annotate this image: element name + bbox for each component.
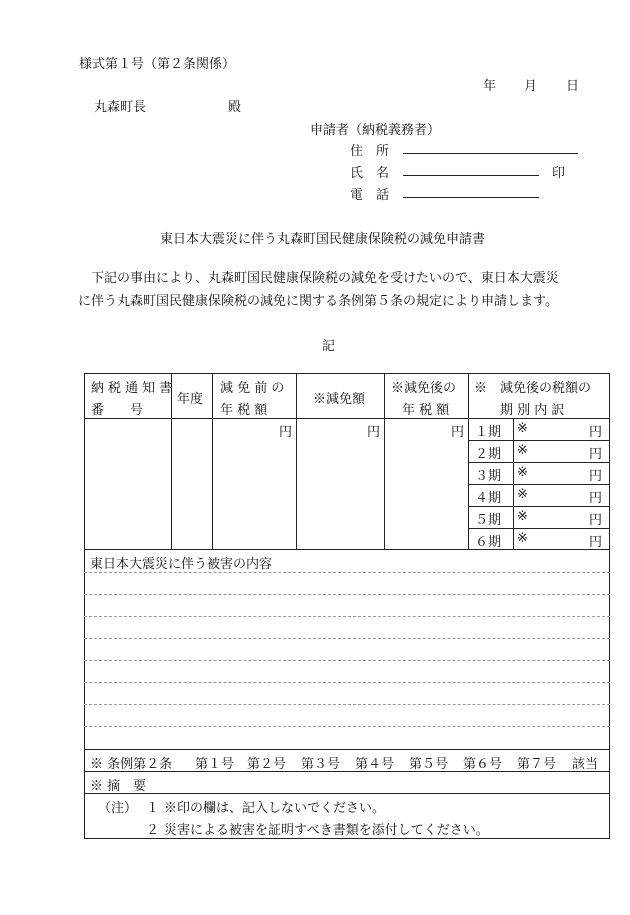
honorific: 殿 [228,100,242,115]
period-yen-1: 円 [589,425,603,440]
notes-label: （注） [98,801,138,816]
form-number: 様式第１号（第２条関係） [79,57,236,72]
summary-label: ※ 摘 要 [90,779,147,794]
header-after-line1: ※減免後の [391,381,457,396]
period-yen-5: 円 [589,513,603,528]
yen-reduction: 円 [367,425,381,440]
period-label-4: ４期 [475,491,502,506]
header-notice-no-line1: 納税通知書 [91,381,177,396]
header-after-line2: 年 税 額 [402,403,450,418]
header-periods-line2: 期 別 内 訳 [500,403,565,418]
ki-heading: 記 [322,339,336,354]
period-yen-4: 円 [589,491,603,506]
date-month-label: 月 [524,79,538,94]
ordinance-item-2[interactable]: 第２号 [247,757,287,772]
ordinance-item-1[interactable]: 第１号 [195,757,235,772]
header-notice-no-line2: 番 号 [91,403,144,418]
date-day-label: 日 [566,79,580,94]
period-mark-1: ※ [517,421,528,436]
period-label-5: ５期 [475,513,502,528]
period-mark-4: ※ [517,487,528,502]
body-line-1: 下記の事由により、丸森町国民健康保険税の減免を受けたいので、東日本大震災 [91,271,559,286]
body-line-2: に伴う丸森町国民健康保険税の減免に関する条例第５条の規定により申請します。 [78,294,558,309]
header-year: 年度 [177,392,204,407]
header-before-line1: 減 免 前 の [220,381,285,396]
yen-before: 円 [279,425,293,440]
period-mark-2: ※ [517,443,528,458]
period-mark-6: ※ [517,531,528,546]
date-year-label: 年 [483,79,497,94]
note-2-text: 災害による被害を証明すべき書類を添付してください。 [164,823,489,838]
phone-label: 電 話 [350,188,390,203]
document-title: 東日本大震災に伴う丸森町国民健康保険税の減免申請書 [160,232,486,247]
ordinance-item-5[interactable]: 第５号 [409,757,449,772]
seal-label: 印 [552,166,566,181]
addressee: 丸森町長 [94,100,147,115]
header-before-line2: 年 税 額 [220,403,268,418]
period-label-6: ６期 [475,535,502,550]
period-label-2: ２期 [475,447,502,462]
header-reduction: ※減免額 [313,392,366,407]
ordinance-item-7[interactable]: 第７号 [517,757,557,772]
application-table [84,373,610,839]
note-1-number: １ [146,801,160,816]
ordinance-label: ※ 条例第２条 [90,757,173,772]
ordinance-item-3[interactable]: 第３号 [301,757,341,772]
name-field[interactable] [403,175,539,176]
phone-field[interactable] [403,197,539,198]
ordinance-item-6[interactable]: 第６号 [463,757,503,772]
name-label: 氏 名 [350,166,390,181]
address-label: 住 所 [350,144,390,159]
header-periods-line1: ※ 減免後の税額の [474,381,592,396]
period-yen-2: 円 [589,447,603,462]
ordinance-item-4[interactable]: 第４号 [355,757,395,772]
address-field[interactable] [403,153,578,154]
period-mark-5: ※ [517,509,528,524]
period-mark-3: ※ [517,465,528,480]
period-yen-6: 円 [589,535,603,550]
yen-after: 円 [451,425,465,440]
ordinance-applicable: 該当 [572,757,599,772]
damage-label: 東日本大震災に伴う被害の内容 [90,557,273,572]
note-2-number: ２ [146,823,160,838]
applicant-heading: 申請者（納税義務者） [310,123,441,138]
period-label-3: ３期 [475,469,502,484]
period-yen-3: 円 [589,469,603,484]
period-label-1: １期 [475,425,502,440]
note-1-text: ※印の欄は、記入しないでください。 [164,801,386,816]
